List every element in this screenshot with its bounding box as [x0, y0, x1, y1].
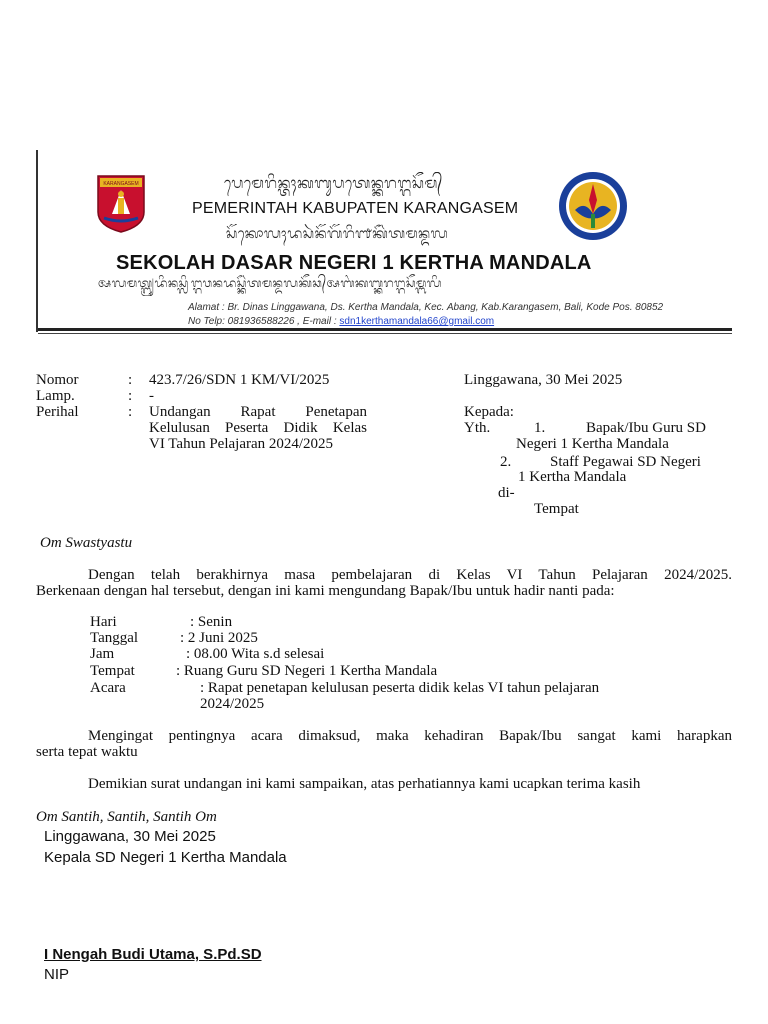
acara-label: Acara — [90, 680, 126, 696]
acara-value-line-1: : Rapat penetapan kelulusan peserta didik kelas VI tahun pelajaran — [200, 680, 600, 696]
letter-date: Linggawana, 30 Mei 2025 — [464, 372, 623, 388]
perihal-colon: : — [128, 404, 133, 420]
signatory-name: I Nengah Budi Utama, S.Pd.SD — [44, 946, 262, 963]
hari-value: : Senin — [190, 614, 233, 630]
tanggal-value: : 2 Juni 2025 — [180, 630, 258, 646]
paragraph-2-line-1: Mengingat pentingnya acara dimaksud, maka kehadiran Bapak/Ibu sangat kami harapkan — [88, 728, 732, 744]
jam-value: : 08.00 Wita s.d selesai — [186, 646, 325, 662]
di-label: di- — [498, 485, 515, 501]
government-name: PEMERINTAH KABUPATEN KARANGASEM — [192, 200, 519, 217]
balinese-script-line-1: ᬧᬾᬫᬾᬭᬶᬦ᭄ᬢᬄᬓᬩᬸᬧᬢᬾᬦ᭄ᬓᬭᬗ᭄ᬕᬲᭂᬫ᭄ — [224, 174, 443, 192]
school-contact — [188, 316, 494, 327]
karangasem-emblem-icon — [94, 172, 148, 234]
perihal-line-2: Kelulusan Peserta Didik Kelas — [149, 420, 367, 436]
paragraph-2-line-2: serta tepat waktu — [36, 744, 138, 760]
signature-place-date: Linggawana, 30 Mei 2025 — [44, 828, 216, 845]
school-name: SEKOLAH DASAR NEGERI 1 KERTHA MANDALA — [116, 252, 592, 274]
recipient-1-line-2: Negeri 1 Kertha Mandala — [516, 436, 669, 452]
letterhead-border — [36, 150, 38, 332]
email-link[interactable]: sdn1kerthamandala66@gmail.com — [339, 316, 495, 327]
paragraph-1-line-2: Berkenaan dengan hal tersebut, dengan ini kami mengundang Bapak/Ibu untuk hadir nanti pada: — [36, 583, 615, 599]
tempat-detail-value: : Ruang Guru SD Negeri 1 Kertha Mandala — [176, 663, 438, 679]
tempat-label: Tempat — [534, 501, 579, 517]
hari-label: Hari — [90, 614, 117, 630]
signatory-nip: NIP — [44, 966, 70, 980]
balinese-script-line-3: ᬅᬮᬫᬢ᭄ᬩᬺᬤᬶᬦᬲ᭄ᬮᬶᬗ᭄ᬕᬯᬦᬤᬲ᭄ᬓᭂᬃᬢᬫᬦ᭄ᬤᬮᬓᭂᬘ᭄ᬅᬩᬂᬓᬩ᭄ᬓᬭᬗ᭄ᬕᬲᭂᬫ᭄ᬩᬮᬶ — [98, 276, 442, 290]
perihal-line-1: Undangan Rapat Penetapan — [149, 404, 367, 420]
recipient-2-number: 2. — [500, 454, 512, 470]
closing-salutation: Om Santih, Santih, Santih Om — [36, 809, 217, 825]
recipient-1-line-1: Bapak/Ibu Guru SD — [586, 420, 706, 436]
recipient-2-line-2: 1 Kertha Mandala — [518, 469, 627, 485]
signature-position: Kepala SD Negeri 1 Kertha Mandala — [44, 849, 287, 866]
kepada-label: Kepada: — [464, 404, 514, 420]
yth-label: Yth. — [464, 420, 491, 436]
perihal-label: Perihal — [36, 404, 79, 420]
lamp-label: Lamp. — [36, 388, 75, 404]
letterhead — [36, 150, 730, 332]
tut-wuri-handayani-logo-icon — [557, 170, 629, 242]
lamp-colon: : — [128, 388, 133, 404]
acara-value-line-2: 2024/2025 — [200, 696, 265, 712]
lamp-value: - — [149, 388, 154, 404]
school-address: Alamat : Br. Dinas Linggawana, Ds. Kertha Mandala, Kec. Abang, Kab.Karangasem, Bali, Kode Pos. 80852 — [188, 302, 664, 313]
jam-label: Jam — [90, 646, 115, 662]
recipient-2-line-1: Staff Pegawai SD Negeri — [550, 454, 701, 470]
nomor-colon: : — [128, 372, 133, 388]
nomor-label: Nomor — [36, 372, 79, 388]
paragraph-3: Demikian surat undangan ini kami sampaikan, atas perhatiannya kami ucapkan terima kasih — [88, 776, 641, 792]
nomor-value: 423.7/26/SDN 1 KM/VI/2025 — [149, 372, 330, 388]
emblem-label: KARANGASEM — [103, 181, 139, 187]
letterhead-rule-thick — [38, 328, 732, 331]
greeting: Om Swastyastu — [40, 535, 133, 551]
letterhead-rule-thin — [38, 333, 732, 334]
paragraph-1-line-1: Dengan telah berakhirnya masa pembelajaran di Kelas VI Tahun Pelajaran 2024/2025. — [88, 567, 732, 583]
tanggal-label: Tanggal — [90, 630, 139, 646]
phone-text: No Telp: 081936588226 , E-mail : — [188, 316, 340, 327]
balinese-script-line-2: ᬲᭂᬓᭀᬮᬄᬤᬲᬃᬦᭂᬕᭂᬭᬶ᭑ᬓᭂᬃᬢᬫᬦ᭄ᬤᬮ — [226, 226, 449, 242]
tempat-detail-label: Tempat — [90, 663, 135, 679]
perihal-line-3: VI Tahun Pelajaran 2024/2025 — [149, 436, 334, 452]
recipient-1-number: 1. — [534, 420, 546, 436]
